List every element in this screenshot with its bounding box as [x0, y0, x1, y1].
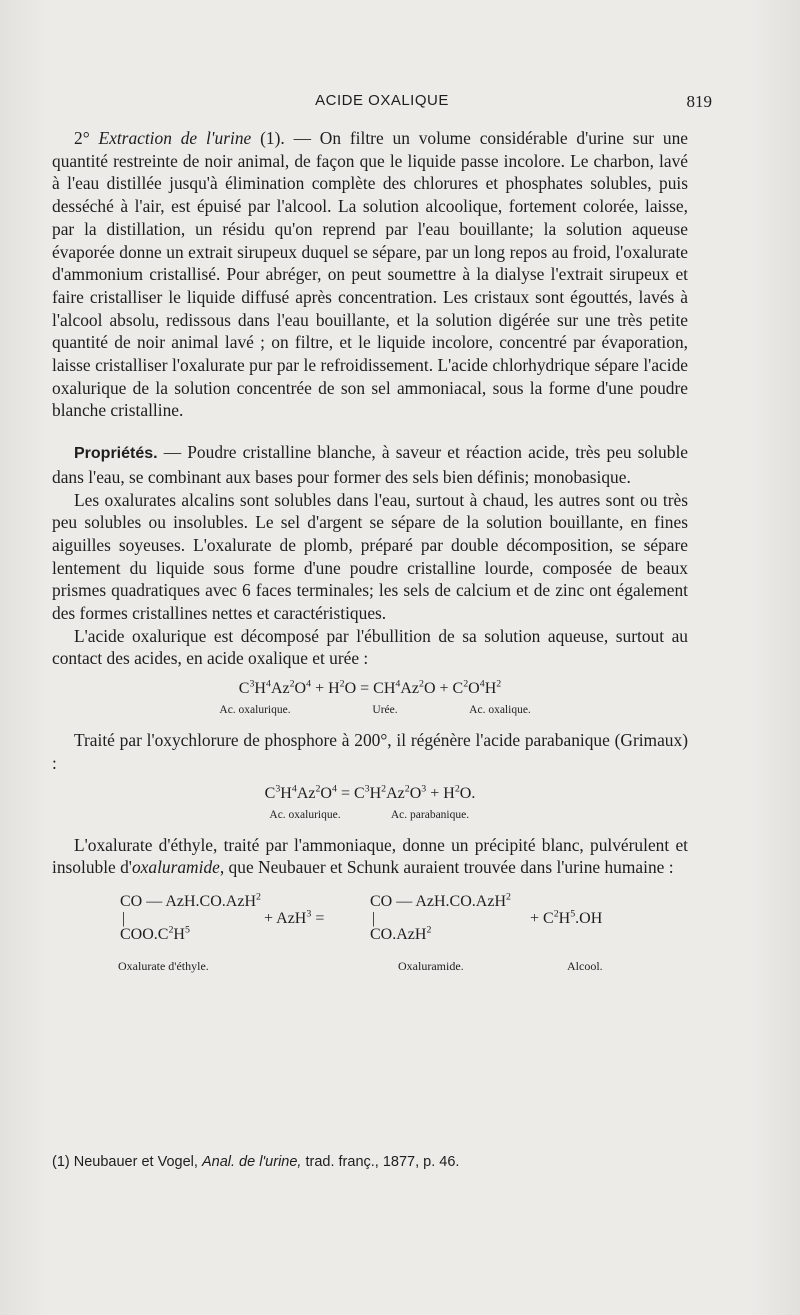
oxaluramide-text-after: , que Neubauer et Schunk auraient trouvée dans l'urine humaine :: [219, 857, 674, 878]
eq3-label-alcohol: Alcool.: [567, 958, 603, 973]
oxaluramide-text-before: L'oxalurate d'éthyle, traité par l'ammoniaque, donne un précipité blanc, pulvérulent et insoluble d': [52, 834, 688, 878]
eq3-reactant-bond: |: [122, 909, 126, 927]
parabanic-paragraph: Traité par l'oxychlorure de phosphore à 200°, il régénère l'acide parabanique (Grimaux) :: [52, 730, 688, 773]
footnote-authors: Neubauer et Vogel,: [73, 1154, 198, 1170]
eq3-label-ethyl-oxalurate: Oxalurate d'éthyle.: [118, 958, 209, 973]
eq3-ammonia: + AzH$^3$ =: [264, 908, 325, 927]
salts-paragraph: Les oxalurates alcalins sont solubles dans l'eau, surtout à chaud, les autres sont ou très peu solubles ou insolubles. Le sel d'argent se sépare de la solution bouillante, en fines aiguilles soyeuses. L'oxalurate de plomb, préparé par double décomposition, se sépare lentement du liquide sous forme d'une poudre cristalline lourde, composée de beaux prismes quadratiques avec 6 faces terminales; les sels de calcium et de zinc ont également des formes cristallines nettes et caractéristiques.: [52, 489, 688, 624]
running-title: ACIDE OXALIQUE: [315, 92, 449, 109]
eq2-label-oxaluric: Ac. oxalurique.: [269, 808, 341, 821]
eq3-product-bottom: CO.AzH$^2$: [370, 924, 432, 943]
section-title-extraction: Extraction de l'urine: [98, 128, 252, 148]
eq3-product-top: CO — AzH.CO.AzH$^2$: [370, 891, 511, 910]
equation-2-labels: [52, 808, 688, 822]
eq3-reactant-top: CO — AzH.CO.AzH$^2$: [120, 891, 261, 910]
eq1-label-urea: Urée.: [372, 704, 398, 717]
oxaluramide-term: oxaluramide: [131, 857, 220, 878]
section-title-properties: Propriétés.: [74, 445, 158, 463]
page-body: [52, 127, 688, 989]
footnote: [52, 1154, 692, 1170]
running-head: [52, 92, 712, 116]
eq3-label-oxaluramide: Oxaluramide.: [398, 958, 464, 973]
footnote-marker: (1): [52, 1154, 70, 1170]
section-gap: [52, 422, 688, 441]
footnote-work: Anal. de l'urine,: [201, 1154, 302, 1170]
extraction-paragraph: [52, 127, 688, 422]
equation-parabanic: $C^3H^4Az^2O^4 = C^3H^2Az^2O^3 + H^2O$.: [264, 783, 476, 802]
properties-paragraph: [52, 441, 688, 488]
properties-text: — Poudre cristalline blanche, à saveur et réaction acide, très peu soluble dans l'eau, se combinant aux bases pour former des sels bien définis; monobasique.: [52, 442, 688, 487]
section-number: 2°: [74, 128, 90, 148]
eq1-label-oxalic: Ac. oxalique.: [469, 704, 531, 717]
decomposition-paragraph: L'acide oxalurique est décomposé par l'ébullition de sa solution aqueuse, surtout au contact des acides, en acide oxalique et urée :: [52, 625, 688, 669]
footnote-reference: (1).: [260, 128, 285, 148]
footnote-details: trad. franç., 1877, p. 46.: [305, 1154, 460, 1170]
equation-oxaluramide: [52, 893, 688, 989]
oxaluramide-paragraph: [52, 834, 688, 879]
eq2-label-parabanic: Ac. parabanique.: [390, 808, 470, 821]
extraction-text: — On filtre un volume considérable d'urine sur une quantité restreinte de noir animal, de façon que le liquide passe incolore. Le charbon, lavé à l'eau distillée jusqu'à élimination complète des chlorures et phosphates solubles, puis desséché à l'air, est épuisé par l'alcool. La solution alcoolique, fortement colorée, laisse, par la distillation, un résidu qu'on reprend par l'eau bouillante; la solution aqueuse évaporée donne un extrait sirupeux duquel se sépare, par un long repos au froid, l'oxalurate d'ammonium cristallisé. Pour abréger, on peut soumettre à la dialyse l'extrait sirupeux et faire cristalliser le liquide diffusé après concentration. Les cristaux sont égouttés, lavés à l'alcool absolu, redissous dans l'eau bouillante, et la solution digérée sur une très petite quantité de noir animal lavé ; on filtre, et le liquide incolore, concentré par évaporation, laisse cristalliser l'oxalurate pur par le refroidissement. L'acide chlorhydrique sépare l'acide oxalurique de la solution concentrée de son sel ammoniacal, sous la forme d'une poudre blanche cristalline.: [52, 128, 689, 421]
equation-oxalic-decomposition: $C^3H^4Az^2O^4 + H^2O = CH^4Az^2O + C^2O^4H^2$: [238, 678, 502, 698]
page-number: 819: [686, 92, 712, 111]
eq1-label-oxaluric: Ac. oxalurique.: [219, 704, 291, 717]
eq3-alcohol: + $C^2H^5.OH$: [530, 908, 603, 927]
equation-1-labels: [52, 703, 688, 717]
eq3-product-bond: |: [372, 909, 376, 927]
eq3-reactant-bottom: $COO.C^2H^5$: [120, 924, 190, 943]
